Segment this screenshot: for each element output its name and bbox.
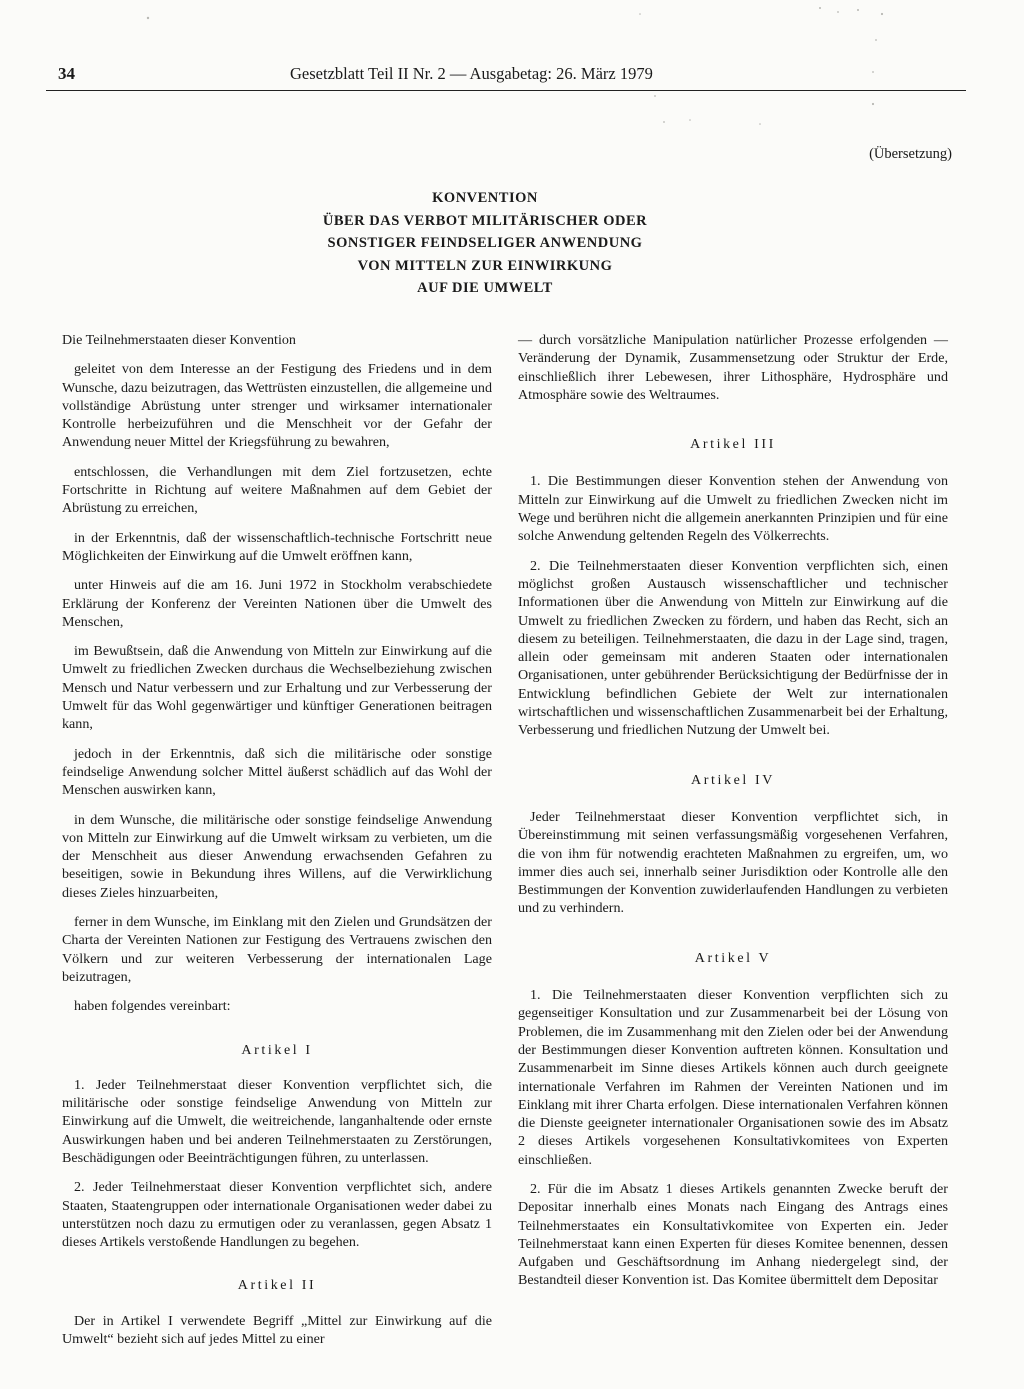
article-1-heading: Artikel I [241,1042,313,1058]
right-column [518,331,948,1301]
article-4-paragraph: Jeder Teilnehmerstaat dieser Konvention verpflichtet sich, in Übereinstimmung mit seinen verfassungsmäßig vorgesehenen Verfahren, die von ihm für notwendig erachteten Maßnahmen zu ergreifen, um, wo immer dies auch sei, innerhalb seiner Jurisdiktion oder Kontrolle alle den Bestimmungen der Konvention zuwiderlaufenden Handlungen zu verbieten und zu verhindern. [518,808,948,917]
gazette-title: Gesetzblatt Teil II Nr. 2 — Ausgabetag: 26. März 1979 [290,64,653,83]
page-number: 34 [58,64,75,83]
title-line: VON MITTELN ZUR EINWIRKUNG [357,257,613,274]
preamble-paragraph: in dem Wunsche, die militärische oder sonstige feindselige Anwendung von Mitteln zur Einwirkung auf die Umwelt wirksam zu verbieten, um die der Menschheit aus dieser Anwendung erwachsenden Gefahren zu beseitigen, sowie in Bekundung ihres Willens, auf die Verwirklichung dieses Zieles hinzuarbeiten, [62,811,492,901]
article-1-paragraph-2: 2. Jeder Teilnehmerstaat dieser Konvention verpflichtet sich, andere Staaten, Staatengruppen oder internationale Organisationen weder dabei zu unterstützen noch dazu zu ermutigen oder zu veranlassen, gegen Absatz 1 dieses Artikels verstoßende Handlungen zu begehen. [62,1179,492,1251]
title-line: KONVENTION [432,190,538,206]
title-line: ÜBER DAS VERBOT MILITÄRISCHER ODER [322,212,648,229]
article-3-paragraph-2: 2. Die Teilnehmerstaaten dieser Konvention verpflichten sich, einen möglichst großen Austausch wissenschaftlicher und technischer Informationen über die Anwendung von Mitteln zur Einwirkung auf die Umwelt zu friedlichen Zwecken zu fördern, und haben das Recht, sich an diesem zu beteiligen. Teilnehmerstaaten, die dazu in der Lage sind, tragen, allein oder gemeinsam mit anderen Staaten oder internationalen Organisationen, unter gebührender Berücksichtigung der Bedürfnisse der in Entwicklung befindlichen Gebiete der Welt zur internationalen wirtschaftlichen und wissenschaftlichen Zusammenarbeit bei der Erhaltung, Verbesserung und friedlichen Nutzung der Umwelt bei. [518,557,948,739]
article-1-paragraph-1: 1. Jeder Teilnehmerstaat dieser Konvention verpflichtet sich, die militärische oder sonstige feindselige Anwendung von Mitteln zur Einwirkung auf die Umwelt, die weitreichende, langanhaltende oder ernste Auswirkungen haben und bei anderen Teilnehmerstaaten zu Zerstörungen, Beschädigungen oder Beeinträchtigungen führen, zu unterlassen. [62,1076,492,1166]
preamble-paragraph: ferner in dem Wunsche, im Einklang mit den Zielen und Grundsätzen der Charta der Vereinten Nationen zur Festigung des Vertrauens zwischen den Völkern und zur weiteren Verbesserung der internationalen Lage beizutragen, [62,914,492,985]
article-3-heading: Artikel III [690,437,776,453]
translation-note: (Übersetzung) [869,146,952,162]
preamble-closing: haben folgendes vereinbart: [74,998,231,1015]
preamble-paragraph: jedoch in der Erkenntnis, daß sich die militärische oder sonstige feindselige Anwendung solcher Mittel äußerst schädlich auf das Wohl der Menschen auswirken kann, [62,745,492,799]
article-4-heading: Artikel IV [691,772,775,788]
preamble-paragraph: entschlossen, die Verhandlungen mit dem Ziel fortzusetzen, echte Fortschritte in Richtung auf weitere Maßnahmen auf dem Gebiet der Abrüstung zu erreichen, [62,463,492,517]
document-title [200,187,770,300]
left-column [62,331,492,1359]
article-5-paragraph-2: 2. Für die im Absatz 1 dieses Artikels genannten Zwecke beruft der Depositar innerhalb eines Monats nach Eingang des Antrags eines Teilnehmerstaates ein Konsultativkomitee von Experten ein. Jeder Teilnehmerstaat kann einen Experten für dieses Komitee benennen, dessen Aufgaben und Geschäftsordnung im Anhang niedergelegt sind, der Bestandteil dieser Konvention ist. Das Komitee übermittelt dem Depositar [518,1180,948,1289]
preamble-intro: Die Teilnehmerstaaten dieser Konvention [62,332,296,348]
preamble-paragraph: geleitet von dem Interesse an der Festigung des Friedens und in dem Wunsche, dazu beizutragen, das Wettrüsten einzustellen, die allgemeine und vollständige Abrüstung unter strenger und wirksamer internationaler Kontrolle herbeizuführen und die Menschheit vor der Gefahr der Anwendung neuer Mittel der Kriegsführung zu bewahren, [62,361,492,451]
article-2-continuation: — durch vorsätzliche Manipulation natürlicher Prozesse erfolgenden — Veränderung der Dynamik, Zusammensetzung oder Struktur der Erde, einschließlich ihrer Lebewesen, ihrer Lithosphäre, Hydrosphäre und Atmosphäre sowie des Weltraumes. [518,332,948,403]
article-2-paragraph: Der in Artikel I verwendete Begriff „Mittel zur Einwirkung auf die Umwelt“ bezieht sich auf jedes Mittel zu einer [62,1312,492,1348]
title-line: SONSTIGER FEINDSELIGER ANWENDUNG [327,235,643,251]
article-3-paragraph-1: 1. Die Bestimmungen dieser Konvention stehen der Anwendung von Mitteln zur Einwirkung auf die Umwelt zu friedlichen Zwecken nicht im Wege und berühren nicht die allgemein anerkannten Prinzipien und für eine solche Anwendung geltenden Regeln des Völkerrechts. [518,473,948,545]
running-header [46,62,966,91]
article-5-paragraph-1: 1. Die Teilnehmerstaaten dieser Konvention verpflichten sich zu gegenseitiger Konsultation und zur Zusammenarbeit bei der Lösung von Problemen, die im Zusammenhang mit den Zielen oder bei der Anwendung der Bestimmungen dieser Konvention auftreten können. Konsultation und Zusammenarbeit im Sinne dieses Artikels können auch durch geeignete internationale Verfahren im Rahmen der Vereinten Nationen und im Einklang mit ihrer Charta erfolgen. Diese internationalen Verfahren können die Dienste geeigneter internationaler Organisationen sowie des im Absatz 2 dieses Artikels vorgesehenen Konsultativkomitees von Experten einschließen. [518,987,948,1168]
preamble-paragraph: unter Hinweis auf die am 16. Juni 1972 in Stockholm verabschiedete Erklärung der Konferenz der Vereinten Nationen über die Umwelt des Menschen, [62,577,492,630]
article-2-heading: Artikel II [237,1278,317,1294]
article-5-heading: Artikel V [694,950,772,966]
title-line: AUF DIE UMWELT [417,280,553,296]
preamble-paragraph: in der Erkenntnis, daß der wissenschaftlich-technische Fortschritt neue Möglichkeiten der Einwirkung auf die Umwelt eröffnen kann, [62,529,492,564]
preamble-paragraph: im Bewußtsein, daß die Anwendung von Mitteln zur Einwirkung auf die Umwelt zu friedlichen Zwecken durchaus die Wechselbeziehung zwischen Mensch und Natur verbessern und zur Erhaltung und zur Verbesserung der Umwelt für das Wohl gegenwärtiger und künftiger Generationen beitragen kann, [62,643,492,733]
